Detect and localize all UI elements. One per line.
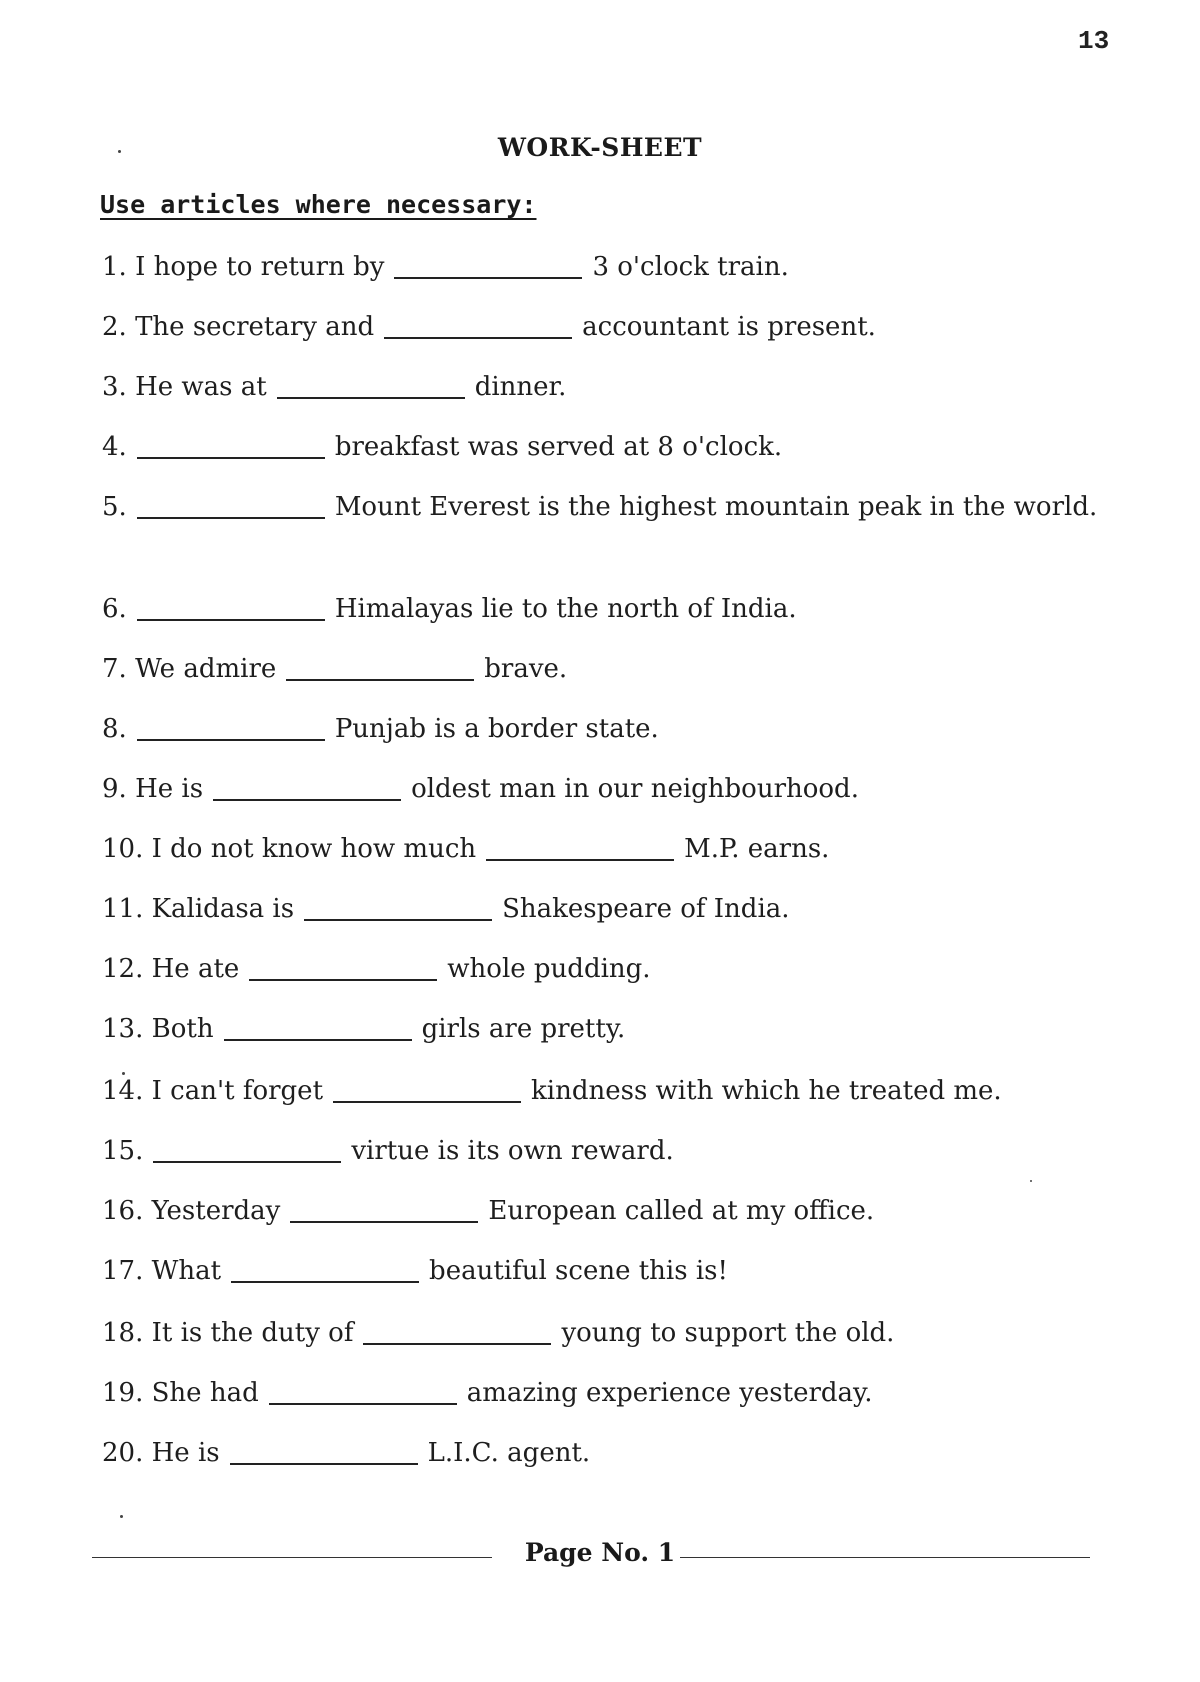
question-text-after: amazing experience yesterday. [466,1378,873,1408]
answer-blank[interactable] [384,337,572,339]
question-text-after: dinner. [474,372,567,402]
question-text-after: kindness with which he treated me. [531,1076,1002,1106]
answer-blank[interactable] [153,1161,341,1163]
question-text-after: breakfast was served at 8 o'clock. [334,432,783,462]
question-item [102,1252,1102,1290]
question-item [102,1072,1102,1110]
question-number: 2. [102,312,127,342]
question-item [102,1434,1102,1472]
question-text-after: whole pudding. [447,954,651,984]
question-number: 13. [102,1014,144,1044]
scan-speck [120,1515,123,1518]
question-item [102,590,1102,628]
question-text-after: 3 o'clock train. [592,252,789,282]
question-item [102,1374,1102,1412]
question-item [102,890,1102,928]
answer-blank[interactable] [304,919,492,921]
question-item [102,1132,1102,1170]
question-item [102,488,1102,526]
question-number: 16. [102,1196,144,1226]
question-number: 1. [102,252,127,282]
question-text-before: Yesterday [151,1196,281,1226]
question-number: 11. [102,894,144,924]
answer-blank[interactable] [137,517,325,519]
question-text-before: It is the duty of [151,1318,354,1348]
answer-blank[interactable] [231,1281,419,1283]
question-text-after: girls are pretty. [421,1014,626,1044]
question-text-after: M.P. earns. [684,834,830,864]
question-item [102,248,1102,286]
question-item [102,650,1102,688]
question-text-before: He is [151,1438,220,1468]
question-number: 9. [102,774,127,804]
question-number: 7. [102,654,127,684]
question-item [102,770,1102,808]
question-number: 3. [102,372,127,402]
page-number: 13 [1078,26,1110,56]
question-number: 20. [102,1438,144,1468]
question-text-after: virtue is its own reward. [351,1136,674,1166]
question-number: 8. [102,714,127,744]
question-text-after: Shakespeare of India. [502,894,790,924]
answer-blank[interactable] [137,619,325,621]
answer-blank[interactable] [224,1039,412,1041]
question-number: 10. [102,834,144,864]
answer-blank[interactable] [277,397,465,399]
question-number: 6. [102,594,127,624]
footer-rule-right [680,1557,1090,1558]
footer-page-label: Page No. 1 [524,1538,676,1567]
answer-blank[interactable] [213,799,401,801]
question-text-before: The secretary and [135,312,375,342]
answer-blank[interactable] [137,457,325,459]
question-text-before: I hope to return by [135,252,385,282]
question-item [102,950,1102,988]
question-text-before: Both [151,1014,214,1044]
question-item [102,308,1102,346]
question-number: 15. [102,1136,144,1166]
question-text-before: He ate [151,954,240,984]
answer-blank[interactable] [286,679,474,681]
question-text-after: Punjab is a border state. [334,714,659,744]
question-item [102,710,1102,748]
question-text-before: She had [151,1378,259,1408]
instruction-heading: Use articles where necessary: [100,190,537,219]
question-number: 19. [102,1378,144,1408]
question-text-before: He is [135,774,204,804]
answer-blank[interactable] [333,1101,521,1103]
answer-blank[interactable] [486,859,674,861]
question-text-before: What [151,1256,222,1286]
answer-blank[interactable] [137,739,325,741]
answer-blank[interactable] [249,979,437,981]
question-item [102,830,1102,868]
question-item [102,1010,1102,1048]
question-text-after: brave. [484,654,568,684]
question-text-after: accountant is present. [582,312,876,342]
question-text-after: Himalayas lie to the north of India. [334,594,797,624]
question-number: 17. [102,1256,144,1286]
answer-blank[interactable] [230,1463,418,1465]
question-item [102,1314,1102,1352]
question-text-after: young to support the old. [561,1318,895,1348]
worksheet-title: WORK-SHEET [497,133,703,162]
question-number: 14. [102,1076,144,1106]
question-number: 5. [102,492,127,522]
question-text-after: Mount Everest is the highest mountain peak in the world. [334,492,1098,522]
question-item [102,428,1102,466]
scan-speck [1030,1180,1032,1182]
question-text-before: I do not know how much [151,834,477,864]
question-number: 4. [102,432,127,462]
question-text-before: He was at [135,372,267,402]
answer-blank[interactable] [269,1403,457,1405]
answer-blank[interactable] [290,1221,478,1223]
answer-blank[interactable] [394,277,582,279]
question-text-after: European called at my office. [488,1196,875,1226]
question-text-after: L.I.C. agent. [427,1438,591,1468]
question-text-after: beautiful scene this is! [429,1256,728,1286]
question-text-after: oldest man in our neighbourhood. [411,774,859,804]
question-item [102,1192,1102,1230]
question-text-before: We admire [135,654,277,684]
question-number: 12. [102,954,144,984]
question-text-before: Kalidasa is [151,894,295,924]
question-item [102,368,1102,406]
question-text-before: I can't forget [151,1076,324,1106]
question-number: 18. [102,1318,144,1348]
answer-blank[interactable] [363,1343,551,1345]
